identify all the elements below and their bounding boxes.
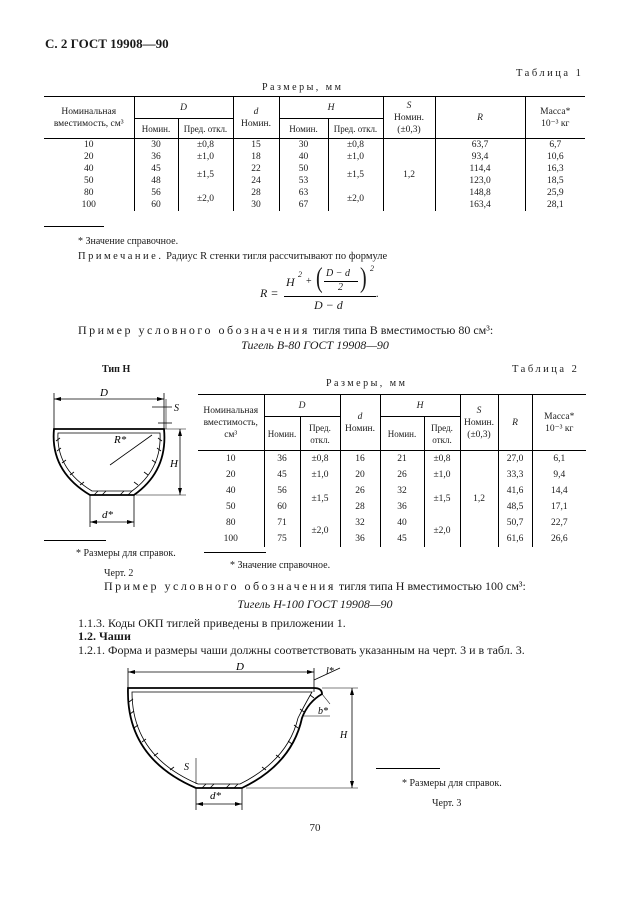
note-text: Радиус R стенки тигля рассчитывают по формуле xyxy=(166,251,388,262)
t2-h-mass: Масса* 10⁻³ кг xyxy=(532,395,586,451)
drawing3-footnote-divider xyxy=(376,768,440,769)
t1-h-d: d Номин. xyxy=(233,97,279,139)
table-row: 20 36 ±1,0 18 40 ±1,0 93,4 10,6 xyxy=(44,151,585,163)
drawing3-footnote: * Размеры для справок. xyxy=(402,778,502,789)
clause-1-1-3: 1.1.3. Коды ОКП тиглей приведены в приложении 1. xyxy=(78,616,346,630)
t2-h-R: R xyxy=(498,395,532,451)
table-row: 50 48 24 53 123,0 18,5 xyxy=(44,175,585,187)
t2-h-H-tol: Пред. откл. xyxy=(424,417,460,451)
example1-designation: Тигель В-80 ГОСТ 19908—90 xyxy=(241,338,389,352)
svg-text:S: S xyxy=(174,403,179,414)
t2-h-D-nom: Номин. xyxy=(264,417,300,451)
svg-text:H: H xyxy=(170,458,178,470)
svg-text:D: D xyxy=(236,661,244,673)
t2-h-d: d Номин. xyxy=(340,395,380,451)
svg-text:b*: b* xyxy=(318,706,328,717)
t1-h-capacity: Номинальная вместимость, см³ xyxy=(44,97,134,139)
t2-h-H: H xyxy=(380,395,460,417)
svg-text:l*: l* xyxy=(326,666,334,677)
example1: Пример условного обозначения тигля типа В вместимостью 80 см³: xyxy=(78,323,494,337)
drawing-crucible-type-h xyxy=(40,385,200,545)
t1-h-D-tol: Пред. откл. xyxy=(178,119,233,139)
table-row: 10 36 ±0,8 16 21 ±0,8 1,2 27,0 6,1 xyxy=(198,451,586,467)
t1-S-value: 1,2 xyxy=(383,139,435,212)
svg-text:S: S xyxy=(184,762,189,773)
note-label: Примечание. xyxy=(78,251,164,262)
t1-h-H-nom: Номин. xyxy=(279,119,328,139)
table2-footnote-divider xyxy=(204,552,266,553)
t2-h-D-tol: Пред. откл. xyxy=(300,417,340,451)
table-row: 100 75 36 45 61,6 26,6 xyxy=(198,531,586,547)
footnote-divider xyxy=(44,226,104,227)
t1-h-D-nom: Номин. xyxy=(134,119,178,139)
clause-1-2-1: 1.2.1. Форма и размеры чаши должны соответствовать указанным на черт. 3 и в табл. 3. xyxy=(78,643,525,657)
svg-text:d*: d* xyxy=(210,790,221,802)
table-row: 80 71 ±2,0 32 40 ±2,0 50,7 22,7 xyxy=(198,515,586,531)
page-number: 70 xyxy=(309,822,321,834)
drawing2-caption: Черт. 2 xyxy=(104,568,134,579)
drawing2-footnote: * Размеры для справок. xyxy=(76,548,176,559)
t1-h-mass: Масса* 10⁻³ кг xyxy=(525,97,585,139)
table1-caption: Размеры, мм xyxy=(262,82,344,93)
t2-h-H-nom: Номин. xyxy=(380,417,424,451)
drawing-bowl xyxy=(118,658,368,818)
t2-h-capacity: Номинальная вместимость, см³ xyxy=(198,395,264,451)
table2-caption: Размеры, мм xyxy=(326,378,408,389)
t2-h-D: D xyxy=(264,395,340,417)
table1 xyxy=(44,96,585,211)
table-row: 100 60 30 67 163,4 28,1 xyxy=(44,199,585,211)
example2-designation: Тигель Н-100 ГОСТ 19908—90 xyxy=(237,597,393,611)
table1-label: Таблица 1 xyxy=(516,68,584,79)
type-h-label: Тип Н xyxy=(102,364,131,375)
table-row: 20 45 ±1,0 20 26 ±1,0 33,3 9,4 xyxy=(198,467,586,483)
table1-footnote: * Значение справочное. xyxy=(78,236,179,247)
t2-S-value: 1,2 xyxy=(460,451,498,547)
note xyxy=(78,251,387,262)
drawing3-caption: Черт. 3 xyxy=(432,798,462,809)
t1-h-H-tol: Пред. откл. xyxy=(328,119,383,139)
svg-text:D: D xyxy=(100,387,108,399)
table2-footnote: * Значение справочное. xyxy=(230,560,331,571)
t1-h-D: D xyxy=(134,97,233,119)
clause-1-2-heading: 1.2. Чаши xyxy=(78,629,131,643)
svg-text:H: H xyxy=(340,730,348,741)
table-row: 10 30 ±0,8 15 30 ±0,8 1,2 63,7 6,7 xyxy=(44,139,585,152)
example2: Пример условного обозначения тигля типа Н вместимостью 100 см³: xyxy=(104,579,526,593)
svg-text:d*: d* xyxy=(102,509,113,521)
drawing2-footnote-divider xyxy=(44,540,106,541)
t1-h-H: H xyxy=(279,97,383,119)
table-row: 50 60 28 36 48,5 17,1 xyxy=(198,499,586,515)
table-row: 40 45 ±1,5 22 50 ±1,5 114,4 16,3 xyxy=(44,163,585,175)
table-row: 80 56 ±2,0 28 63 ±2,0 148,8 25,9 xyxy=(44,187,585,199)
page-header: С. 2 ГОСТ 19908—90 xyxy=(45,36,169,51)
radius-formula: R = H 2 + ( D − d 2 ) 2 D − d . xyxy=(260,263,379,312)
t2-h-S: S Номин. (±0,3) xyxy=(460,395,498,451)
table2-label: Таблица 2 xyxy=(512,364,580,375)
table2 xyxy=(198,394,586,547)
svg-text:R*: R* xyxy=(114,434,127,446)
table-row: 40 56 ±1,5 26 32 ±1,5 41,6 14,4 xyxy=(198,483,586,499)
t1-h-R: R xyxy=(435,97,525,139)
t1-h-S: S Номин. (±0,3) xyxy=(383,97,435,139)
